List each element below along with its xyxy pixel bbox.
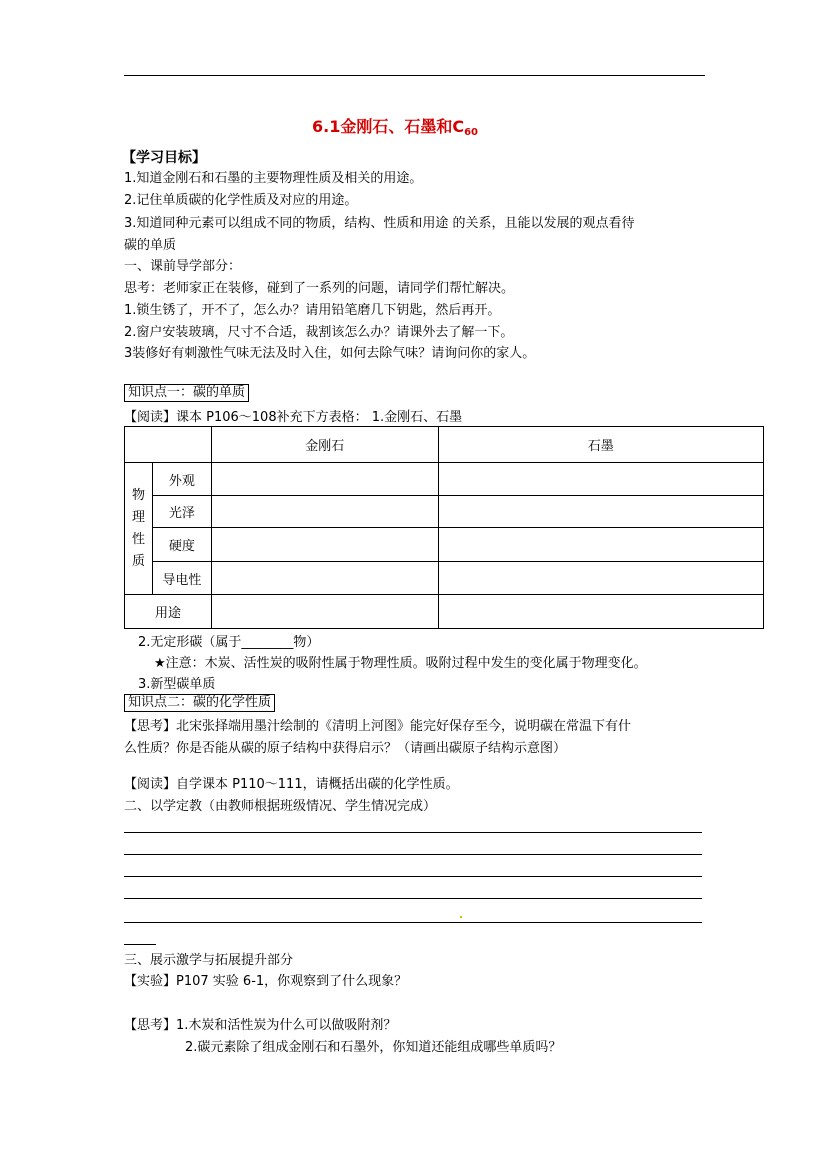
- table-corner-cell: [125, 427, 212, 463]
- answer-line-2: [124, 854, 702, 855]
- properties-table: [124, 426, 764, 629]
- objective-2: 2.记住单质碳的化学性质及对应的用途。: [124, 193, 358, 208]
- physical-properties-label: 物 理 性 质: [125, 463, 153, 595]
- col-header-diamond: 金刚石: [211, 427, 438, 463]
- section2-heading: 二、以学定教（由教师根据班级情况、学生情况完成）: [124, 799, 437, 814]
- preview-item-2: 2.窗户安装玻璃，尺寸不合适，裁割该怎么办？请课外去了解一下。: [124, 325, 514, 340]
- kp1-label: 知识点一：碳的单质: [124, 384, 249, 402]
- row-label-appearance: 外观: [152, 463, 211, 496]
- title-subscript: 60: [464, 127, 479, 138]
- kp1-amorphous: 2.无定形碳（属于________物）: [138, 635, 320, 650]
- preview-think: 思考：老师家正在装修，碰到了一系列的问题，请同学们帮忙解决。: [124, 281, 515, 296]
- cell-diamond-luster[interactable]: [211, 496, 438, 528]
- section3-think-1: 【思考】1.木炭和活性炭为什么可以做吸附剂？: [124, 1018, 397, 1033]
- section3-experiment: 【实验】P107 实验 6-1，你观察到了什么现象？: [124, 974, 408, 989]
- cell-graphite-appearance[interactable]: [438, 463, 763, 496]
- cell-graphite-luster[interactable]: [438, 496, 763, 528]
- objective-3: 3.知道同种元素可以组成不同的物质，结构、性质和用途 的关系，且能以发展的观点看待: [124, 216, 635, 231]
- cell-graphite-usage[interactable]: [438, 595, 763, 629]
- kp1-read: 【阅读】课本 P106～108补充下方表格： 1.金刚石、石墨: [124, 410, 463, 425]
- answer-line-4: [124, 898, 702, 899]
- row-label-luster: 光泽: [152, 496, 211, 528]
- kp1-new-type: 3.新型碳单质: [138, 677, 216, 692]
- cell-graphite-conductivity[interactable]: [438, 562, 763, 595]
- row-label-usage: 用途: [125, 595, 212, 629]
- preview-item-3: 3装修好有刺激性气味无法及时入住，如何去除气味？请询问你的家人。: [124, 346, 536, 361]
- answer-line-short: [124, 944, 156, 945]
- stray-dot: [460, 916, 462, 918]
- page-title: 6.1金刚石、石墨和$C_{60}$: [312, 117, 479, 138]
- section3-heading: 三、展示激学与拓展提升部分: [124, 953, 294, 968]
- answer-line-3: [124, 876, 702, 877]
- kp2-label: 知识点二：碳的化学性质: [124, 694, 275, 712]
- cell-graphite-hardness[interactable]: [438, 528, 763, 562]
- kp2-read: 【阅读】自学课本 P110～111，请概括出碳的化学性质。: [124, 777, 459, 792]
- header-rule: [124, 75, 705, 76]
- kp1-note: ★注意：木炭、活性炭的吸附性属于物理性质。吸附过程中发生的变化属于物理变化。: [154, 656, 647, 671]
- col-header-graphite: 石墨: [438, 427, 763, 463]
- answer-line-5: [124, 922, 702, 923]
- row-label-hardness: 硬度: [152, 528, 211, 562]
- objective-1: 1.知道金刚石和石墨的主要物理性质及相关的用途。: [124, 171, 423, 186]
- cell-diamond-hardness[interactable]: [211, 528, 438, 562]
- cell-diamond-appearance[interactable]: [211, 463, 438, 496]
- preview-heading: 一、课前导学部分：: [124, 259, 242, 274]
- answer-line-1: [124, 832, 702, 833]
- objective-3-cont: 碳的单质: [124, 238, 177, 253]
- kp2-think-line-1: 【思考】北宋张择端用墨汁绘制的《清明上河图》能完好保存至今，说明碳在常温下有什: [124, 719, 632, 734]
- preview-item-1: 1.锁生锈了，开不了，怎么办？请用铅笔磨几下钥匙，然后再开。: [124, 303, 501, 318]
- row-label-conductivity: 导电性: [152, 562, 211, 595]
- kp2-think-line-2: 么性质？你是否能从碳的原子结构中获得启示？（请画出碳原子结构示意图）: [124, 741, 567, 756]
- cell-diamond-conductivity[interactable]: [211, 562, 438, 595]
- cell-diamond-usage[interactable]: [211, 595, 438, 629]
- objectives-heading: 【学习目标】: [122, 150, 206, 166]
- section3-think-2: 2.碳元素除了组成金刚石和石墨外，你知道还能组成哪些单质吗？: [185, 1040, 562, 1055]
